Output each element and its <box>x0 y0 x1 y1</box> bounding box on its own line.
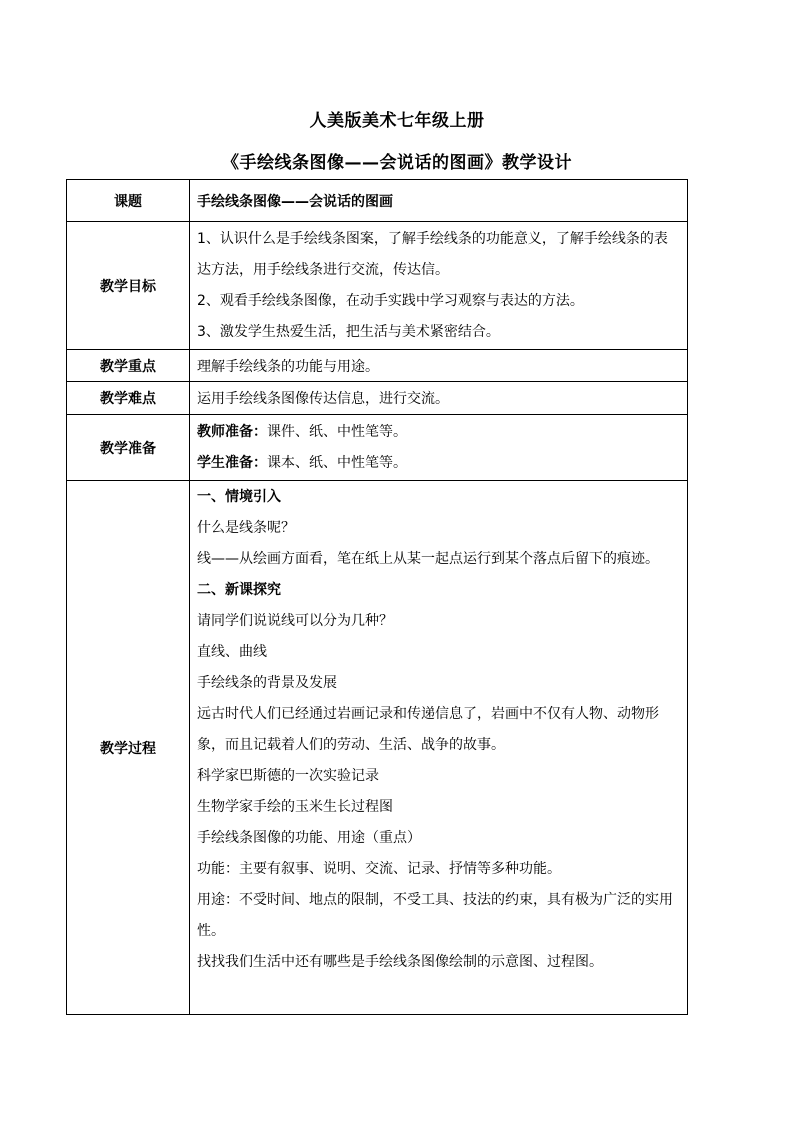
process-line: 请同学们说说线可以分为几种？ <box>197 613 393 629</box>
process-line: 什么是线条呢？ <box>197 520 295 536</box>
process-line: 生物学家手绘的玉米生长过程图 <box>197 799 393 815</box>
preparation-label: 教学准备 <box>67 415 190 481</box>
teacher-preparation-label: 教师准备： <box>197 423 267 440</box>
process-line: 科学家巴斯德的一次实验记录 <box>197 768 379 784</box>
student-preparation-value: 课本、纸、中性笔等。 <box>267 454 407 471</box>
section-heading: 一、情境引入 <box>197 489 281 505</box>
difficulty-value: 运用手绘线条图像传达信息，进行交流。 <box>190 382 688 415</box>
process-line: 找找我们生活中还有哪些是手绘线条图像绘制的示意图、过程图。 <box>197 954 603 970</box>
table-row-goals <box>67 222 688 350</box>
process-line: 直线、曲线 <box>197 644 267 660</box>
process-label: 教学过程 <box>67 481 190 1015</box>
goal-item: 1、认识什么是手绘线条图案，了解手绘线条的功能意义，了解手绘线条的表达方法，用手绘线条进行交流，传达信。 <box>197 230 668 278</box>
table-row-key-point <box>67 350 688 382</box>
section-heading: 二、新课探究 <box>197 582 281 598</box>
process-line: 功能：主要有叙事、说明、交流、记录、抒情等多种功能。 <box>197 861 561 877</box>
document-subtitle: 《手绘线条图像——会说话的图画》教学设计 <box>222 153 572 173</box>
difficulty-label: 教学难点 <box>67 382 190 415</box>
preparation-cell <box>190 415 688 481</box>
student-preparation-label: 学生准备： <box>197 454 267 471</box>
goal-item: 2、观看手绘线条图像，在动手实践中学习观察与表达的方法。 <box>197 292 584 309</box>
teacher-preparation-value: 课件、纸、中性笔等。 <box>267 423 407 440</box>
table-row-preparation <box>67 415 688 481</box>
document-title: 人美版美术七年级上册 <box>309 111 485 131</box>
process-line: 手绘线条图像的功能、用途（重点） <box>197 830 421 846</box>
student-preparation <box>197 448 679 479</box>
topic-label: 课题 <box>67 180 190 222</box>
process-line: 用途：不受时间、地点的限制，不受工具、技法的约束，具有极为广泛的实用性。 <box>197 892 673 939</box>
process-line: 线——从绘画方面看，笔在纸上从某一起点运行到某个落点后留下的痕迹。 <box>197 551 659 567</box>
topic-value: 手绘线条图像——会说话的图画 <box>190 180 688 222</box>
process-line: 手绘线条的背景及发展 <box>197 675 337 691</box>
process-line: 远古时代人们已经通过岩画记录和传递信息了，岩画中不仅有人物、动物形象，而且记载着人们的劳动、生活、战争的故事。 <box>197 706 659 753</box>
lesson-plan-table <box>66 179 688 1015</box>
goal-item: 3、激发学生热爱生活，把生活与美术紧密结合。 <box>197 323 500 340</box>
process-cell <box>190 481 688 1015</box>
key-point-label: 教学重点 <box>67 350 190 382</box>
table-row-topic <box>67 180 688 222</box>
table-row-process <box>67 481 688 1015</box>
table-row-difficulty <box>67 382 688 415</box>
goals-label: 教学目标 <box>67 222 190 350</box>
teacher-preparation <box>197 417 679 448</box>
goals-cell <box>190 222 688 350</box>
key-point-value: 理解手绘线条的功能与用途。 <box>190 350 688 382</box>
